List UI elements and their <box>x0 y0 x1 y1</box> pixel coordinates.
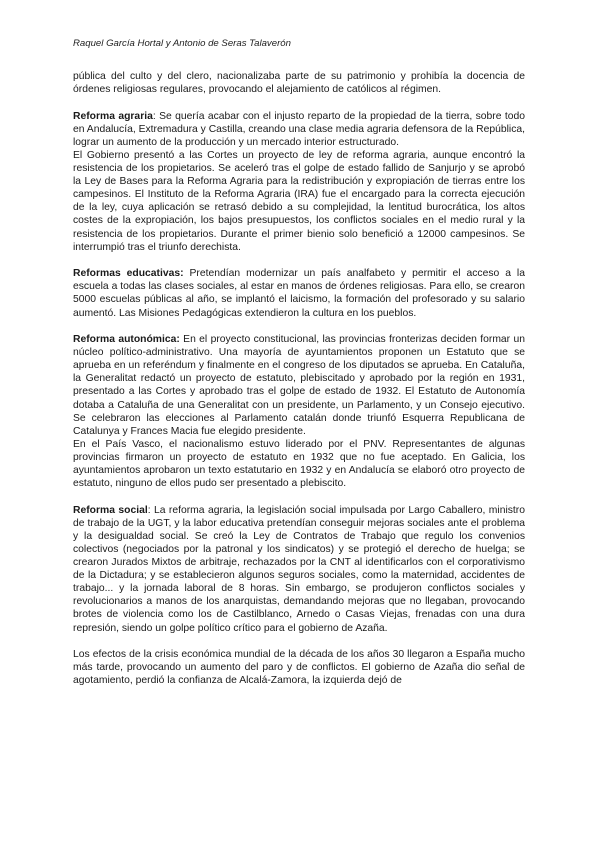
paragraph-gap <box>73 254 525 268</box>
paragraph-gap <box>73 635 525 649</box>
paragraph-church: pública del culto y del clero, nacionalizaba parte de su patrimonio y prohibía la docencia de órdenes religiosas regulares, provocando el alejamiento de católicos al régimen. <box>73 71 525 96</box>
paragraph-reforma-autonomica <box>73 333 525 438</box>
paragraph-gap <box>73 490 525 504</box>
paragraph-gap <box>73 96 525 110</box>
paragraph-crisis: Los efectos de la crisis económica mundial de la década de los años 30 llegaron a España mucho más tarde, provocando un aumento del paro y de conflictos. El gobierno de Azaña dio señal de agotamiento, perdió la confianza de Alcalá-Zamora, la izquierda dejó de <box>73 649 525 687</box>
heading-reforma-autonomica: Reforma autonómica: <box>73 334 180 346</box>
paragraph-reforma-agraria <box>73 110 525 149</box>
paragraph-reforma-social <box>73 504 525 635</box>
text-reforma-agraria: : Se quería acabar con el injusto reparto de la propiedad de la tierra, sobre todo en Andalucía, Extremadura y Castilla, creando una clase media agraria defensora de la República, lograr un aumento de la producción y un mercado interior estructurado. <box>73 110 525 148</box>
text-reforma-autonomica: En el proyecto constitucional, las provincias fronterizas deciden formar un núcleo político-administrativo. Una mayoría de ayuntamientos proponen un Estatuto que se aprueba en un referéndum y finalmente en el congreso de los diputados se aprueba. En Cataluña, la Generalitat redactó un proyecto de estatuto, plebiscitado y aprobado por la región en 1931, presentado a las Cortes y aprobado tras el golpe de estado de 1932. El Estatuto de Autonomía dotaba a Cataluña de una Generalitat con un presidente, un Parlamento, y un Consejo ejecutivo. Se celebraron las elecciones al Parlamento catalán donde triunfó Esquerra Republicana de Catalunya y Frances Macia fue elegido presidente. <box>73 334 525 437</box>
body-text <box>73 70 525 687</box>
paragraph-gap <box>73 320 525 334</box>
heading-reforma-agraria: Reforma agraria <box>73 110 153 122</box>
text-reformas-educativas: Pretendían modernizar un país analfabeto y permitir el acceso a la escuela a todas las clases sociales, al estar en manos de órdenes religiosas. Para ello, se crearon 5000 escuelas públicas al año, se implantó el laicismo, la formación del profesorado y su salario aumentó. Las Misiones Pedagógicas extendieron la cultura en los pueblos. <box>73 268 525 319</box>
paragraph-reforma-autonomica-continued: En el País Vasco, el nacionalismo estuvo liderado por el PNV. Representantes de algunas provincias firmaron un proyecto de estatuto en 1932 que no fue aceptado. En Galicia, los ayuntamientos aprobaron un texto estatutario en 1932 y en Andalucía se elaboró otro proyecto de estatuto, ninguno de ellos pudo ser presentado a plebiscito. <box>73 438 525 490</box>
running-header: Raquel García Hortal y Antonio de Seras Talaverón <box>73 38 291 49</box>
paragraph-reformas-educativas <box>73 267 525 319</box>
heading-reforma-social: Reforma social <box>73 504 148 516</box>
text-reforma-social: : La reforma agraria, la legislación social impulsada por Largo Caballero, ministro de trabajo de la UGT, y la labor educativa pretendían conseguir mejoras sociales ante el problema y la desigualdad social. Se creó la Ley de Contratos de Trabajo que regulo los convenios colectivos (negociados por la patronal y los sindicatos) y se protegió el derecho de huelga; se crearon Jurados Mixtos de arbitraje, rechazados por la CNT al identificarlos con el corporativismo de la Dictadura; y se establecieron algunos seguros sociales, como la maternidad, accidentes de trabajo... y la jornada laboral de 8 horas. Sin embargo, se produjeron conflictos sociales y revolucionarios a manos de los anarquistas, demandando mejoras que no llegaban, provocando brotes de violencia como los de Castilblanco, Arnedo o Casas Viejas, frenadas con una dura represión, siendo un golpe político crítico para el gobierno de Azaña. <box>73 504 525 634</box>
paragraph-reforma-agraria-continued: El Gobierno presentó a las Cortes un proyecto de ley de reforma agraria, aunque encontró la resistencia de los propietarios. Se aceleró tras el golpe de estado fallido de Sanjurjo y se aprobó la Ley de Bases para la Reforma Agraria para la redistribución y expropiación de tierras entre los campesinos. El Instituto de la Reforma Agraria (IRA) fue el encargado para la correcta ejecución de la ley, cuya aplicación se retrasó debido a su complejidad, la lentitud burocrática, los altos costes de la expropiación, los bajos presupuestos, los conflictos sociales en el medio rural y la resistencia de los propietarios. Durante el primer bienio solo benefició a 12000 campesinos. Se interrumpió tras el triunfo derechista. <box>73 149 525 253</box>
heading-reformas-educativas: Reformas educativas: <box>73 268 184 280</box>
